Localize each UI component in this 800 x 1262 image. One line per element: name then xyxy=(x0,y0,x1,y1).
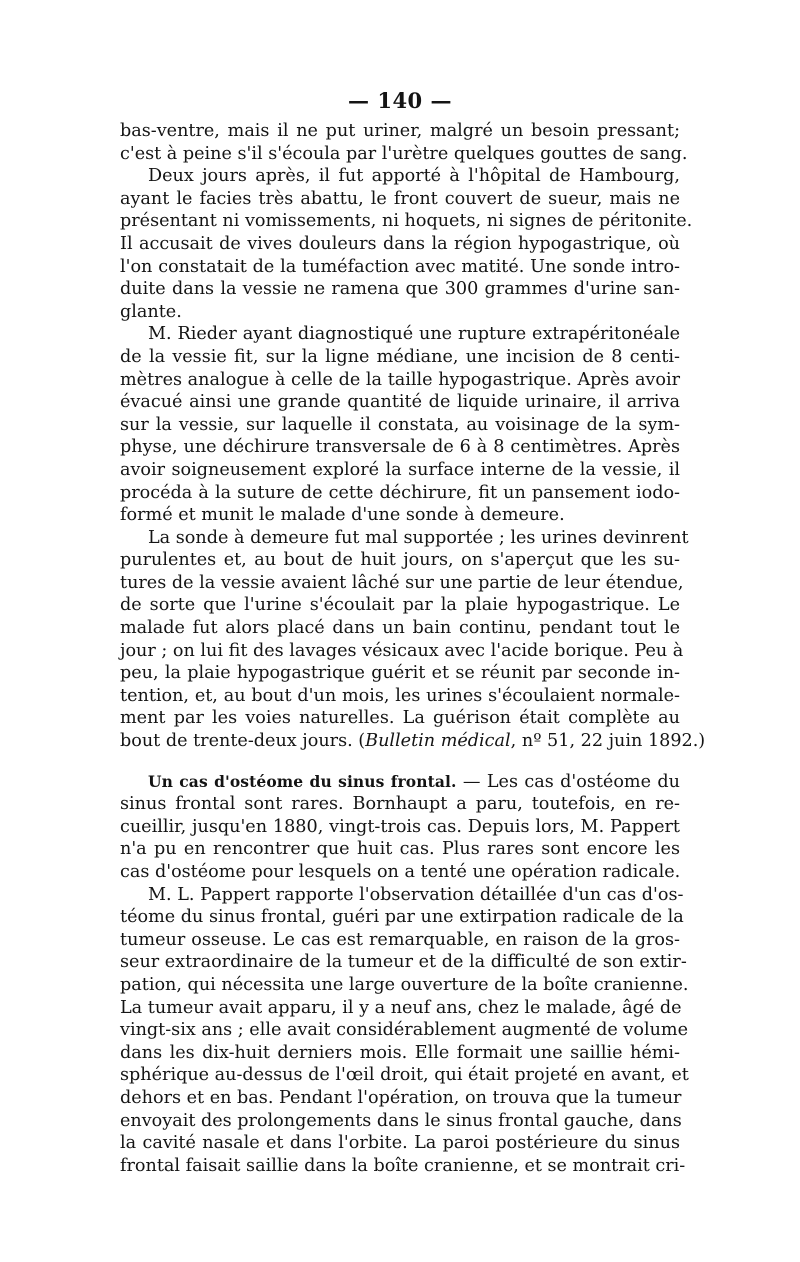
text-line: Il accusait de vives douleurs dans la région hypogastrique, où xyxy=(120,233,680,254)
text-line: purulentes et, au bout de huit jours, on s'aperçut que les su- xyxy=(120,550,680,571)
section-gap xyxy=(120,753,680,771)
book-page xyxy=(120,88,706,1177)
text-line: pation, qui nécessita une large ouverture de la boîte cranienne. xyxy=(120,974,689,995)
text-line: formé et munit le malade d'une sonde à demeure. xyxy=(120,505,565,526)
journal-title: Bulletin médical xyxy=(365,731,511,752)
text-line: sur la vessie, sur laquelle il constata, au voisinage de la sym- xyxy=(120,414,680,435)
text-line: n'a pu en rencontrer que huit cas. Plus rares sont encore les xyxy=(120,839,680,860)
text-line: dans les dix-huit derniers mois. Elle formait une saillie hémi- xyxy=(120,1042,680,1063)
text-line: vingt-six ans ; elle avait considérablement augmenté de volume xyxy=(120,1020,689,1041)
text-line: présentant ni vomissements, ni hoquets, ni signes de péritonite. xyxy=(120,211,693,232)
text-line: duite dans la vessie ne ramena que 300 grammes d'urine san- xyxy=(120,279,680,300)
text-line: ayant le facies très abattu, le front couvert de sueur, mais ne xyxy=(120,188,680,209)
text-line: malade fut alors placé dans un bain continu, pendant tout le xyxy=(120,618,680,639)
text-line: de sorte que l'urine s'écoulait par la plaie hypogastrique. Le xyxy=(120,595,680,616)
page-number: — 140 — xyxy=(348,88,452,113)
text-line: M. Rieder ayant diagnostiqué une rupture extrapéritonéale xyxy=(148,324,680,345)
text-line: La tumeur avait apparu, il y a neuf ans, chez le malade, âgé de xyxy=(120,997,682,1018)
text-line: ment par les voies naturelles. La guérison était complète au xyxy=(120,708,680,729)
text-line: sinus frontal sont rares. Bornhaupt a paru, toutefois, en re- xyxy=(120,794,680,815)
text-line: évacué ainsi une grande quantité de liquide urinaire, il arriva xyxy=(120,392,680,413)
citation-text: , nº 51, 22 juin 1892.) xyxy=(510,731,706,752)
text-line xyxy=(120,730,706,753)
text-line: seur extraordinaire de la tumeur et de la difficulté de son extir- xyxy=(120,952,687,973)
text-line: frontal faisait saillie dans la boîte cranienne, et se montrait cri- xyxy=(120,1155,686,1176)
text-line: l'on constatait de la tuméfaction avec matité. Une sonde intro- xyxy=(120,256,680,277)
text-line: cueillir, jusqu'en 1880, vingt-trois cas. Depuis lors, M. Pappert xyxy=(120,816,680,837)
section-heading-line xyxy=(120,771,680,794)
text-line: tures de la vessie avaient lâché sur une partie de leur étendue, xyxy=(120,572,684,593)
text-line: La sonde à demeure fut mal supportée ; les urines devinrent xyxy=(148,527,689,548)
section-heading: Un cas d'ostéome du sinus frontal. xyxy=(148,771,457,791)
text-line: téome du sinus frontal, guéri par une extirpation radicale de la xyxy=(120,907,684,928)
text-line: c'est à peine s'il s'écoula par l'urètre quelques gouttes de sang. xyxy=(120,143,688,164)
text-line: tumeur osseuse. Le cas est remarquable, en raison de la gros- xyxy=(120,929,680,950)
text-line: procéda à la suture de cette déchirure, fit un pansement iodo- xyxy=(120,482,680,503)
text-line: glante. xyxy=(120,301,182,322)
text-line: jour ; on lui fit des lavages vésicaux avec l'acide borique. Peu à xyxy=(120,640,684,661)
citation-text: bout de trente-deux jours. ( xyxy=(120,731,366,752)
text-line: dehors et en bas. Pendant l'opération, on trouva que la tumeur xyxy=(120,1087,682,1108)
section-heading-continuation: — Les cas d'ostéome du xyxy=(456,771,680,792)
text-line: M. L. Pappert rapporte l'observation détaillée d'un cas d'os- xyxy=(148,884,684,905)
text-line: tention, et, au bout d'un mois, les urines s'écoulaient normale- xyxy=(120,685,680,706)
text-line: physe, une déchirure transversale de 6 à 8 centimètres. Après xyxy=(120,437,680,458)
text-line: de la vessie fit, sur la ligne médiane, une incision de 8 centi- xyxy=(120,346,680,367)
text-line: peu, la plaie hypogastrique guérit et se réunit par seconde in- xyxy=(120,663,680,684)
text-line: sphérique au-dessus de l'œil droit, qui était projeté en avant, et xyxy=(120,1065,689,1086)
body-text xyxy=(120,120,706,1177)
text-line: cas d'ostéome pour lesquels on a tenté une opération radicale. xyxy=(120,862,681,882)
text-line: la cavité nasale et dans l'orbite. La paroi postérieure du sinus xyxy=(120,1133,680,1154)
text-line: avoir soigneusement exploré la surface interne de la vessie, il xyxy=(120,459,680,480)
text-line: envoyait des prolongements dans le sinus frontal gauche, dans xyxy=(120,1110,682,1131)
text-line: mètres analogue à celle de la taille hypogastrique. Après avoir xyxy=(120,369,680,390)
text-line: Deux jours après, il fut apporté à l'hôpital de Hambourg, xyxy=(148,166,680,187)
text-line: bas-ventre, mais il ne put uriner, malgré un besoin pressant; xyxy=(120,121,680,141)
